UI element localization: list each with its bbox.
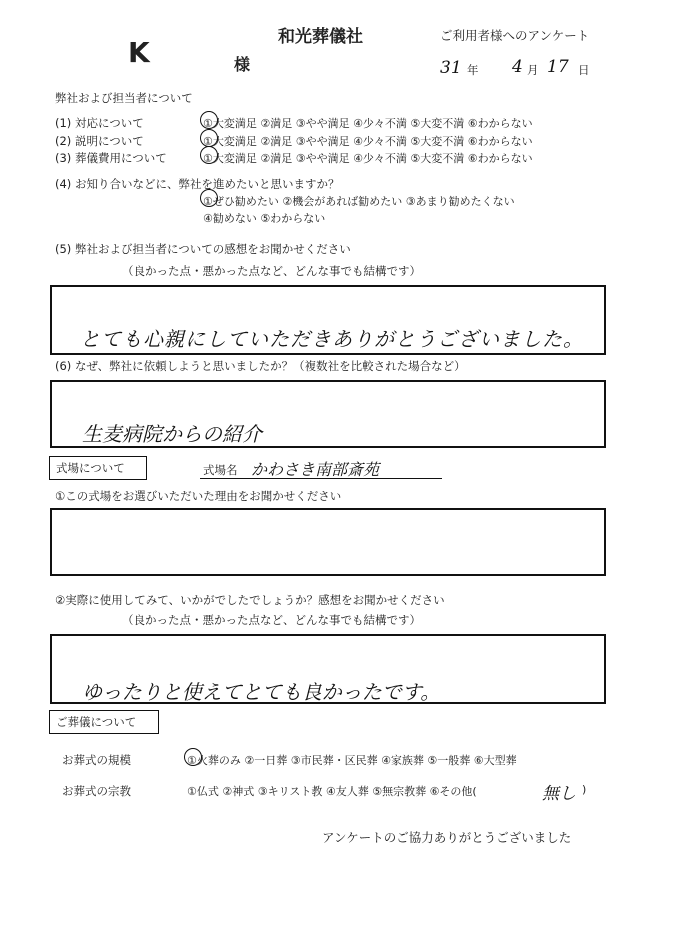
q4-question: (4) お知り合いなどに、弊社を進めたいと思いますか？ — [55, 177, 340, 191]
religion-other-answer: 無し — [542, 784, 576, 804]
company-name: 和光葬儀社 — [278, 27, 363, 47]
scale-label: お葬式の規模 — [62, 753, 131, 767]
q2-label: (2) 説明について — [55, 134, 144, 148]
q1-label: (1) 対応について — [55, 116, 144, 130]
venue-name-underline — [200, 478, 442, 479]
date-day-unit: 日 — [578, 63, 590, 77]
venue-q2-note: （良かった点・悪かった点など、どんな事でも結構です） — [122, 613, 421, 627]
religion-label: お葬式の宗教 — [62, 784, 131, 798]
thanks-message: アンケートのご協力ありがとうございました — [322, 830, 572, 845]
company-section-heading: 弊社および担当者について — [55, 91, 193, 105]
q6-answer-box[interactable] — [50, 380, 606, 448]
q4-selected-circle — [200, 189, 218, 207]
q4-options-line2: ④勧めない ⑤わからない — [203, 212, 326, 225]
customer-initial: K — [128, 36, 150, 69]
date-month: 4 — [512, 57, 523, 77]
date-month-unit: 月 — [527, 63, 539, 77]
q5-answer-box[interactable] — [50, 285, 606, 355]
scale-options: ①火葬のみ ②一日葬 ③市民葬・区民葬 ④家族葬 ⑤一般葬 ⑥大型葬 — [187, 754, 517, 767]
scale-selected-circle — [184, 748, 202, 766]
q5-answer-text: とても心親にしていただきありがとうございました。 — [80, 327, 584, 351]
funeral-section-heading: ご葬儀について — [49, 710, 159, 734]
religion-close-paren: ) — [582, 783, 587, 796]
q1-selected-circle — [200, 111, 218, 129]
q5-question: (5) 弊社および担当者についての感想をお聞かせください — [55, 242, 351, 256]
venue-q2-answer-text: ゆったりと使えてとても良かったです。 — [82, 680, 441, 704]
q3-label: (3) 葬儀費用について — [55, 151, 167, 165]
q3-options: ①大変満足 ②満足 ③やや満足 ④少々不満 ⑤大変不満 ⑥わからない — [203, 152, 533, 165]
date-year: 31 — [440, 58, 462, 78]
date-year-unit: 年 — [467, 63, 479, 77]
q6-question: (6) なぜ、弊社に依頼しようと思いましたか？（複数社を比較された場合など） — [55, 359, 466, 373]
q6-answer-text: 生麦病院からの紹介 — [82, 422, 262, 446]
venue-q1-question: ①この式場をお選びいただいた理由をお聞かせください — [55, 489, 342, 503]
venue-section-heading: 式場について — [49, 456, 147, 480]
venue-q2-answer-box[interactable] — [50, 634, 606, 704]
q2-selected-circle — [200, 129, 218, 147]
survey-title: ご利用者様へのアンケート — [440, 28, 590, 43]
venue-q2-question: ②実際に使用してみて、いかがでしたでしょうか？感想をお聞かせください — [55, 593, 445, 607]
religion-options: ①仏式 ②神式 ③キリスト教 ④友人葬 ⑤無宗教葬 ⑥その他( — [187, 785, 477, 798]
venue-name-label: 式場名 — [203, 463, 238, 477]
q3-selected-circle — [200, 146, 218, 164]
q5-note: （良かった点・悪かった点など、どんな事でも結構です） — [122, 264, 421, 278]
q2-options: ①大変満足 ②満足 ③やや満足 ④少々不満 ⑤大変不満 ⑥わからない — [203, 135, 533, 148]
venue-name-value: かわさき南部斎苑 — [251, 460, 380, 479]
q1-options: ①大変満足 ②満足 ③やや満足 ④少々不満 ⑤大変不満 ⑥わからない — [203, 117, 533, 130]
honorific: 様 — [234, 55, 251, 74]
q4-options-line1: ①ぜひ勧めたい ②機会があれば勧めたい ③あまり勧めたくない — [203, 195, 515, 208]
venue-q1-answer-box[interactable] — [50, 508, 606, 576]
date-day: 17 — [547, 57, 569, 77]
